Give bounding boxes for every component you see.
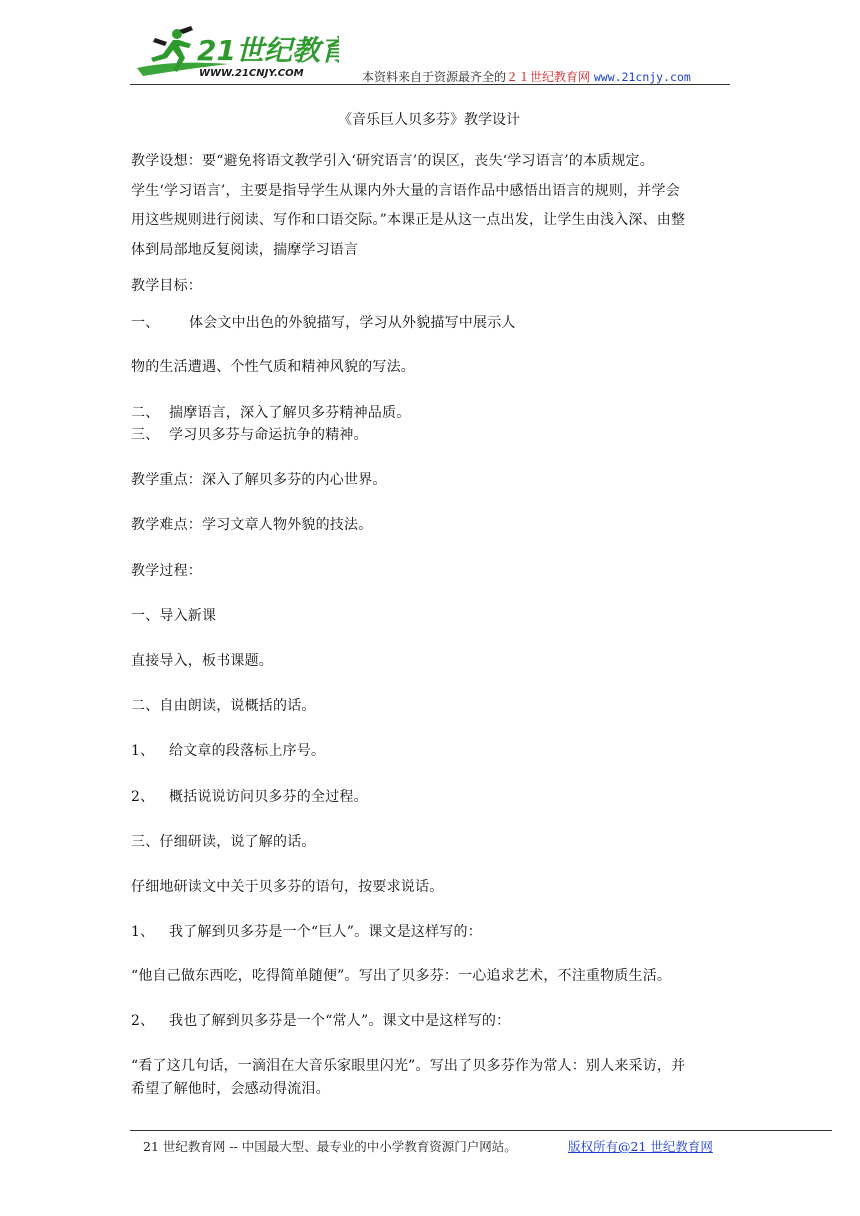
step-3-item-1 bbox=[131, 922, 482, 942]
step-3-item-2-quote-line-2: 希望了解他时，会感动得流泪。 bbox=[131, 1081, 330, 1097]
step-3-item-1-text: 我了解到贝多芬是一个“巨人”。课文是这样写的： bbox=[169, 924, 482, 940]
goal-1 bbox=[131, 313, 516, 333]
step-2-item-2-number: 2、 bbox=[131, 789, 155, 805]
header-site-link[interactable]: www.21cnjy.com bbox=[593, 70, 691, 84]
assumption-line-3: 用这些规则进行阅读、写作和口语交际。”本课正是从这一点出发，让学生由浅入深、由整 bbox=[131, 212, 686, 228]
step-2-item-2 bbox=[131, 787, 368, 807]
goal-1-continued: 物的生活遭遇、个性气质和精神风貌的写法。 bbox=[131, 359, 415, 375]
assumption-line-4: 体到局部地反复阅读，揣摩学习语言 bbox=[131, 242, 359, 258]
site-logo bbox=[133, 24, 339, 84]
footer-divider bbox=[130, 1130, 832, 1131]
goal-3-number: 三、 bbox=[131, 427, 160, 443]
svg-text:WWW.21CNJY.COM: WWW.21CNJY.COM bbox=[199, 68, 304, 79]
step-3-item-2-text: 我也了解到贝多芬是一个“常人”。课文中是这样写的： bbox=[169, 1013, 511, 1029]
goal-1-text: 体会文中出色的外貌描写，学习从外貌描写中展示人 bbox=[189, 315, 516, 331]
runner-logo-icon bbox=[133, 24, 339, 84]
footer-site-description: 21 世纪教育网 -- 中国最大型、最专业的中小学教育资源门户网站。 bbox=[143, 1139, 517, 1154]
goal-3-text: 学习贝多芬与命运抗争的精神。 bbox=[169, 427, 368, 443]
goals-heading: 教学目标： bbox=[131, 278, 202, 294]
difficulty: 教学难点：学习文章人物外貌的技法。 bbox=[131, 517, 373, 533]
header-note-prefix: 本资料来自于资源最齐全的 bbox=[362, 70, 507, 84]
step-3-heading: 三、仔细研读，说了解的话。 bbox=[131, 834, 316, 850]
step-3-item-1-quote: “他自己做东西吃，吃得简单随便”。写出了贝多芬：一心追求艺术，不注重物质生活。 bbox=[131, 968, 672, 984]
goal-2-number: 二、 bbox=[131, 405, 160, 421]
key-point: 教学重点：深入了解贝多芬的内心世界。 bbox=[131, 472, 387, 488]
document-title: 《音乐巨人贝多芬》教学设计 bbox=[338, 112, 520, 128]
step-3-intro: 仔细地研读文中关于贝多芬的语句，按要求说话。 bbox=[131, 879, 444, 895]
step-2-item-1 bbox=[131, 741, 325, 761]
step-3-item-2-quote-line-1: “看了这几句话，一滴泪在大音乐家眼里闪光”。写出了贝多芬作为常人：别人来采访，并 bbox=[131, 1058, 686, 1074]
header-source-note bbox=[362, 68, 691, 85]
header-divider bbox=[130, 84, 730, 85]
step-1-heading: 一、导入新课 bbox=[131, 608, 217, 624]
assumption-line-1: 教学设想：要“避免将语文教学引入‘研究语言’的误区，丧失‘学习语言’的本质规定。 bbox=[131, 153, 654, 169]
step-2-item-1-number: 1、 bbox=[131, 743, 155, 759]
goal-1-number: 一、 bbox=[131, 315, 160, 331]
goal-2 bbox=[131, 403, 410, 423]
step-3-item-1-number: 1、 bbox=[131, 924, 155, 940]
svg-text:21世纪教育: 21世纪教育 bbox=[197, 34, 339, 67]
step-3-item-2 bbox=[131, 1011, 510, 1031]
step-3-item-2-number: 2、 bbox=[131, 1013, 155, 1029]
step-2-item-2-text: 概括说说访问贝多芬的全过程。 bbox=[169, 789, 368, 805]
process-heading: 教学过程： bbox=[131, 563, 202, 579]
goal-3 bbox=[131, 425, 368, 445]
step-2-item-1-text: 给文章的段落标上序号。 bbox=[169, 743, 326, 759]
footer-copyright-link[interactable]: 版权所有@21 世纪教育网 bbox=[568, 1139, 713, 1154]
step-2-heading: 二、自由朗读，说概括的话。 bbox=[131, 698, 316, 714]
step-1-text: 直接导入，板书课题。 bbox=[131, 653, 273, 669]
header-note-brand: ２１世纪教育网 bbox=[506, 70, 591, 84]
goal-2-text: 揣摩语言，深入了解贝多芬精神品质。 bbox=[169, 405, 411, 421]
assumption-line-2: 学生‘学习语言’，主要是指导学生从课内外大量的言语作品中感悟出语言的规则，并学会 bbox=[131, 183, 680, 199]
